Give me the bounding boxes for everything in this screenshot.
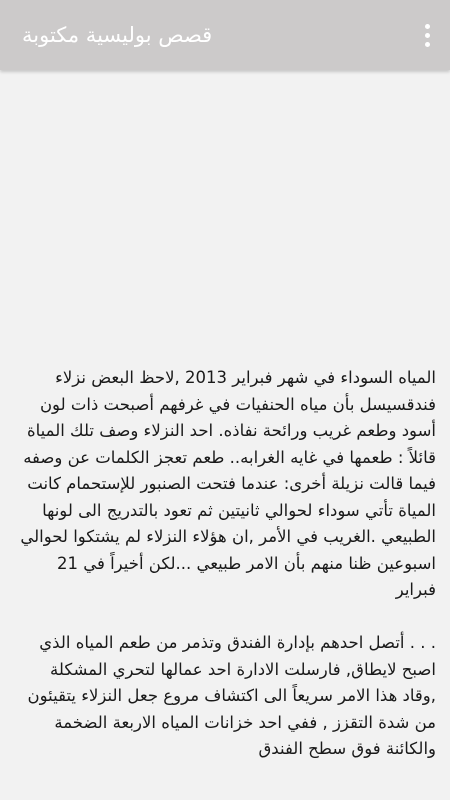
story-paragraph: المياه السوداء في شهر فبراير 2013 ,لاحظ البعض نزلاء فندقسيسل بأن مياه الحنفيات في غرفهم أصبحت ذات لون أسود وطعم غريب ورائحة نفاذه. احد النزلاء وصف تلك المياة قائلاً : طعمها في غايه الغرابه.. طعم تعجز الكلمات عن وصفه xyxy=(23,368,436,467)
story-text xyxy=(14,365,436,763)
menu-dot xyxy=(425,24,430,29)
story-paragraph: . . . أتصل احدهم بإدارة الفندق وتذمر من طعم المياه الذي اصبح لايطاق, فارسلت الادارة احد عمالها لتحري المشكلة ,وقاد هذا الامر سريعاً الى اكتشاف مروع جعل النزلاء يتقيئون من شدة التقزز , ففي احد خزانات المياه الاربعة الضخمة والكائنة فوق سطح الفندق xyxy=(27,633,436,758)
story-scroll-area[interactable] xyxy=(0,70,450,800)
story-paragraph: فيما قالت نزيلة أخرى: عندما فتحت الصنبور للإستحمام كانت المياة تأتي سوداء لحوالي ثانيتين ثم تعود بالتدريج الى لونها الطبيعي .الغريب في الأمر ,ان هؤلاء النزلاء لم يشتكوا لحوالي اسبوعين ظنا منهم بأن الامر طبيعي ...لكن أخيراً في 21 فبراير xyxy=(20,474,436,599)
app-title: قصص بوليسية مكتوبة xyxy=(22,23,213,47)
more-vert-icon[interactable] xyxy=(418,20,436,50)
menu-dot xyxy=(425,33,430,38)
menu-dot xyxy=(425,42,430,47)
app-bar xyxy=(0,0,450,70)
paragraph-spacer xyxy=(14,604,436,631)
